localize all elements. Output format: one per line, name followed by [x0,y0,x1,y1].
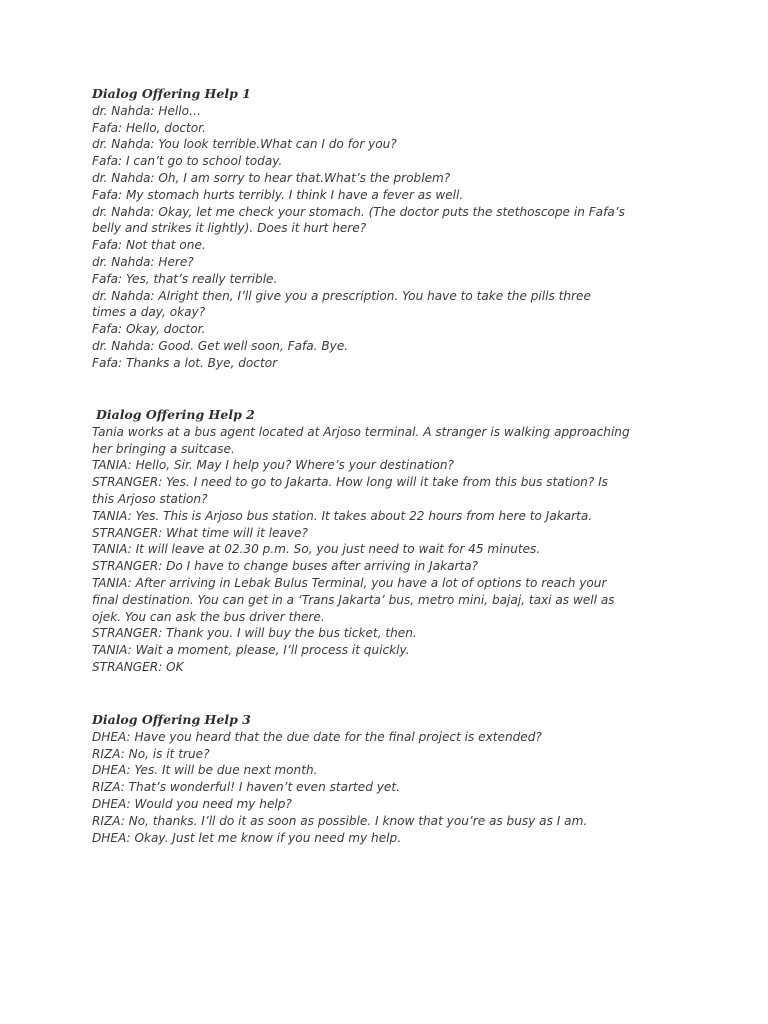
dialog-line: RIZA: No, is it true? [92,746,210,761]
dialog-line: RIZA: No, thanks. I’ll do it as soon as possible. I know that you’re as busy as I am. [92,813,588,828]
dialog-line: dr. Nahda: Here? [92,254,194,269]
dialog-line: times a day, okay? [92,305,206,320]
dialog-line: STRANGER: OK [92,659,184,674]
dialog-line: dr. Nahda: Oh, I am sorry to hear that.What’s the problem? [92,170,451,185]
dialog-line: DHEA: Would you need my help? [92,796,292,811]
dialog-line: STRANGER: What time will it leave? [92,525,308,540]
dialog-line: dr. Nahda: Okay, let me check your stomach. (The doctor puts the stethoscope in Fafa’s [92,204,625,219]
dialog-line: STRANGER: Yes. I need to go to Jakarta. How long will it take from this bus station? Is [92,475,608,490]
dialog-line: Fafa: Thanks a lot. Bye, doctor [92,355,278,370]
dialog-line: TANIA: It will leave at 02.30 p.m. So, you just need to wait for 45 minutes. [92,542,541,557]
dialog-line: Tania works at a bus agent located at Arjoso terminal. A stranger is walking approaching [92,424,630,439]
dialog-line: RIZA: That’s wonderful! I haven’t even started yet. [92,780,400,795]
dialog-line: TANIA: Yes. This is Arjoso bus station. It takes about 22 hours from here to Jakarta. [92,508,593,523]
dialog-line: her bringing a suitcase. [92,441,235,456]
dialog-line: DHEA: Yes. It will be due next month. [92,763,318,778]
dialog-line: STRANGER: Do I have to change buses after arriving in Jakarta? [92,559,479,574]
dialog-line: Fafa: Okay, doctor. [92,322,206,337]
dialog-line: DHEA: Have you heard that the due date for the final project is extended? [92,729,542,744]
dialog-title: Dialog Offering Help 3 [92,712,251,727]
dialog-line: STRANGER: Thank you. I will buy the bus ticket, then. [92,626,417,641]
dialog-line: dr. Nahda: Hello… [92,103,202,118]
dialog-line: TANIA: Hello, Sir. May I help you? Where’s your destination? [92,458,454,473]
dialog-line: final destination. You can get in a ‘Trans Jakarta’ bus, metro mini, bajaj, taxi as well as [92,592,615,607]
dialog-section-1 [92,86,682,372]
dialog-line: dr. Nahda: You look terrible.What can I do for you? [92,137,397,152]
dialog-line: Fafa: I can’t go to school today. [92,154,283,169]
dialog-title: Dialog Offering Help 1 [92,86,251,101]
dialog-line: dr. Nahda: Good. Get well soon, Fafa. Bye. [92,338,349,353]
dialog-line: ojek. You can ask the bus driver there. [92,609,325,624]
dialog-line: Fafa: Not that one. [92,238,206,253]
dialog-line: belly and strikes it lightly). Does it hurt here? [92,221,367,236]
dialog-line: this Arjoso station? [92,491,208,506]
dialog-line: Fafa: Yes, that’s really terrible. [92,271,278,286]
dialog-line: DHEA: Okay. Just let me know if you need my help. [92,830,402,845]
dialog-line: dr. Nahda: Alright then, I’ll give you a prescription. You have to take the pills three [92,288,591,303]
dialog-line: Fafa: My stomach hurts terribly. I think I have a fever as well. [92,187,464,202]
dialog-line: TANIA: Wait a moment, please, I’ll process it quickly. [92,643,410,658]
dialog-section-2 [92,407,682,676]
dialog-title: Dialog Offering Help 2 [96,407,255,422]
dialog-section-3 [92,712,682,846]
dialog-line: TANIA: After arriving in Lebak Bulus Terminal, you have a lot of options to reach your [92,575,607,590]
dialog-line: Fafa: Hello, doctor. [92,120,206,135]
